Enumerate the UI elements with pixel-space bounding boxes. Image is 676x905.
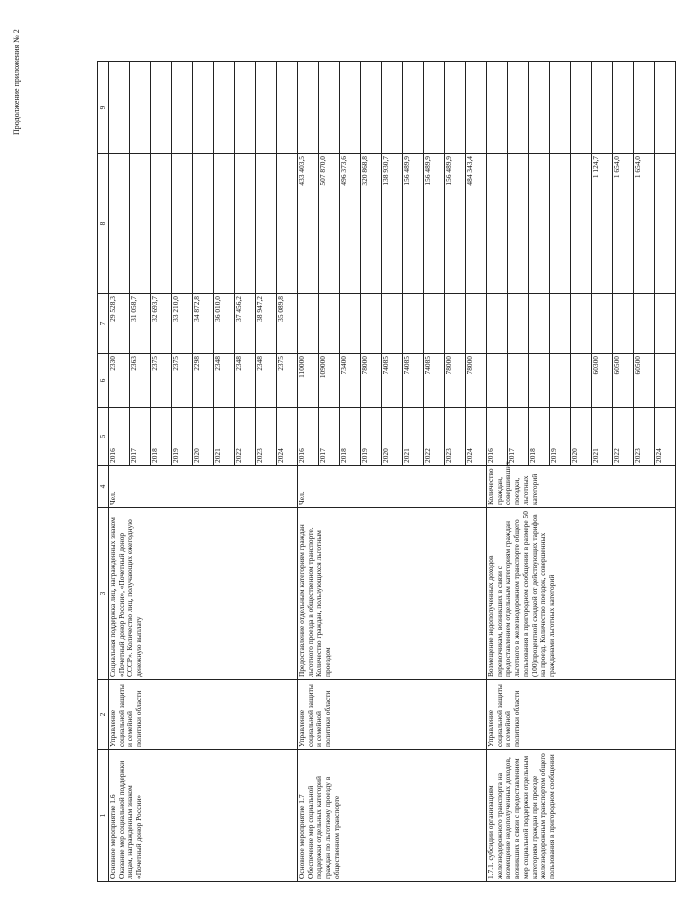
column-number-row (98, 62, 109, 882)
value-cell: 110000 (298, 354, 319, 408)
value-cell (319, 294, 340, 354)
value-cell: 2363 (130, 354, 151, 408)
empty-cell (655, 62, 676, 154)
value-cell (508, 154, 529, 294)
year-cell: 2022 (235, 408, 256, 466)
measure-cell: Основное мероприятие 1.7 Обеспечение мер социальной поддержки отдельных категорий граждан по льготному проезду в общественном транспорте (298, 750, 487, 882)
year-cell: 2017 (319, 408, 340, 466)
empty-cell (424, 62, 445, 154)
column-number: 9 (98, 62, 109, 154)
year-cell: 2024 (655, 408, 676, 466)
value-cell (298, 294, 319, 354)
value-cell: 35 089,8 (277, 294, 298, 354)
value-cell (550, 294, 571, 354)
column-number: 4 (98, 466, 109, 508)
value-cell (424, 294, 445, 354)
unit-cell: Чел. (298, 466, 487, 508)
year-cell: 2019 (361, 408, 382, 466)
value-cell (571, 154, 592, 294)
column-number: 6 (98, 354, 109, 408)
column-number: 5 (98, 408, 109, 466)
value-cell: 34 872,8 (193, 294, 214, 354)
measure-cell: Основное мероприятие 1.6 Оказание мер социальной поддержки лицам, награжденным знаком «Почетный донор России» (109, 750, 298, 882)
value-cell: 74085 (403, 354, 424, 408)
value-cell: 38 947,2 (256, 294, 277, 354)
year-cell: 2019 (550, 408, 571, 466)
value-cell: 1 654,0 (634, 154, 655, 294)
value-cell: 60500 (613, 354, 634, 408)
value-cell (529, 154, 550, 294)
value-cell (571, 294, 592, 354)
value-cell: 73400 (340, 354, 361, 408)
value-cell (529, 294, 550, 354)
column-number: 7 (98, 294, 109, 354)
executor-cell: Управление социальной защиты и семейной политики области (109, 680, 298, 750)
executor-cell: Управление социальной защиты и семейной политики области (487, 680, 676, 750)
unit-cell: Чел. (109, 466, 298, 508)
empty-cell (235, 62, 256, 154)
year-cell: 2016 (298, 408, 319, 466)
empty-cell (592, 62, 613, 154)
empty-cell (319, 62, 340, 154)
empty-cell (151, 62, 172, 154)
value-cell (382, 294, 403, 354)
year-cell: 2021 (403, 408, 424, 466)
year-cell: 2016 (487, 408, 508, 466)
value-cell: 36 010,0 (214, 294, 235, 354)
value-cell: 31 058,7 (130, 294, 151, 354)
empty-cell (109, 62, 130, 154)
value-cell (571, 354, 592, 408)
value-cell: 138 930,7 (382, 154, 403, 294)
value-cell: 2375 (172, 354, 193, 408)
indicator-cell: Возмещение недополученных доходов перевозчикам, возникших в связи с предоставлением отдельным категориям граждан льготного в железнодорожном транспорте общего пользования в пригородном сообщении в размере 50 (100)процентной скидкой от действующих тарифов на проезд. Количество поездок, совершенных гражданами льготных категорий (487, 508, 676, 680)
value-cell: 60300 (592, 354, 613, 408)
empty-cell (172, 62, 193, 154)
empty-cell (613, 62, 634, 154)
value-cell (130, 154, 151, 294)
year-cell: 2017 (130, 408, 151, 466)
value-cell: 433 403,5 (298, 154, 319, 294)
year-cell: 2023 (256, 408, 277, 466)
column-number: 8 (98, 154, 109, 294)
value-cell: 156 489,9 (445, 154, 466, 294)
year-cell: 2018 (151, 408, 172, 466)
value-cell (613, 294, 634, 354)
value-cell: 507 870,0 (319, 154, 340, 294)
value-cell (172, 154, 193, 294)
empty-cell (382, 62, 403, 154)
value-cell (550, 354, 571, 408)
table-row (298, 62, 319, 882)
value-cell: 74085 (424, 354, 445, 408)
year-cell: 2022 (424, 408, 445, 466)
value-cell (592, 294, 613, 354)
value-cell: 2298 (193, 354, 214, 408)
value-cell (361, 294, 382, 354)
empty-cell (298, 62, 319, 154)
table-body (109, 62, 676, 882)
year-cell: 2021 (214, 408, 235, 466)
value-cell: 33 210,0 (172, 294, 193, 354)
year-cell: 2023 (634, 408, 655, 466)
value-cell (487, 354, 508, 408)
empty-cell (550, 62, 571, 154)
value-cell: 2348 (214, 354, 235, 408)
value-cell: 484 343,4 (466, 154, 487, 294)
value-cell: 2348 (235, 354, 256, 408)
empty-cell (403, 62, 424, 154)
executor-cell: Управление социальной защиты и семейной политики области (298, 680, 487, 750)
empty-cell (571, 62, 592, 154)
value-cell (445, 294, 466, 354)
year-cell: 2024 (466, 408, 487, 466)
value-cell: 1 124,7 (592, 154, 613, 294)
year-cell: 2020 (193, 408, 214, 466)
value-cell: 29 528,3 (109, 294, 130, 354)
value-cell (214, 154, 235, 294)
value-cell: 156 489,9 (403, 154, 424, 294)
empty-cell (214, 62, 235, 154)
year-cell: 2016 (109, 408, 130, 466)
value-cell: 2375 (151, 354, 172, 408)
empty-cell (487, 62, 508, 154)
column-number: 1 (98, 750, 109, 882)
value-cell (529, 354, 550, 408)
indicator-cell: Социальная поддержка лиц, награжденных знаком «Почетный донор России», «Почетный донор СССР». Количество лиц, получающих ежегодную денежную выплату (109, 508, 298, 680)
value-cell (550, 154, 571, 294)
year-cell: 2018 (340, 408, 361, 466)
value-cell (508, 354, 529, 408)
value-cell (655, 354, 676, 408)
column-number: 2 (98, 680, 109, 750)
empty-cell (256, 62, 277, 154)
value-cell: 156 489,9 (424, 154, 445, 294)
value-cell: 78000 (445, 354, 466, 408)
value-cell (151, 154, 172, 294)
value-cell: 496 373,6 (340, 154, 361, 294)
value-cell (277, 154, 298, 294)
value-cell (487, 154, 508, 294)
value-cell (403, 294, 424, 354)
year-cell: 2020 (382, 408, 403, 466)
value-cell: 2375 (277, 354, 298, 408)
year-cell: 2024 (277, 408, 298, 466)
year-cell: 2017 (508, 408, 529, 466)
measure-cell: 1.7.1. субсидии организациям железнодорожного транспорта на возмещение недополученных доходов, возникших в связи с предоставлением мер социальной поддержки отдельным категориям граждан при проезде железнодорожным транспортом общего пользования в пригородном сообщении (487, 750, 676, 882)
value-cell: 2330 (109, 354, 130, 408)
value-cell: 109000 (319, 354, 340, 408)
value-cell (340, 294, 361, 354)
year-cell: 2018 (529, 408, 550, 466)
continuation-note: Продолжение приложения № 2 (12, 29, 21, 135)
value-cell: 1 654,0 (613, 154, 634, 294)
value-cell (256, 154, 277, 294)
value-cell (487, 294, 508, 354)
empty-cell (361, 62, 382, 154)
column-number: 3 (98, 508, 109, 680)
value-cell: 37 456,2 (235, 294, 256, 354)
value-cell: 2348 (256, 354, 277, 408)
indicator-cell: Предоставление отдельным категориям граждан льготного проезда в общественном транспорте. Количество граждан, пользующихся льготным проездом (298, 508, 487, 680)
year-cell: 2019 (172, 408, 193, 466)
value-cell (508, 294, 529, 354)
empty-cell (529, 62, 550, 154)
year-cell: 2023 (445, 408, 466, 466)
value-cell: 74085 (382, 354, 403, 408)
value-cell: 32 693,7 (151, 294, 172, 354)
unit-cell: Количество граждан, совершивших поездки, льготных категорий (487, 466, 676, 508)
year-cell: 2021 (592, 408, 613, 466)
empty-cell (445, 62, 466, 154)
value-cell (466, 294, 487, 354)
empty-cell (130, 62, 151, 154)
empty-cell (277, 62, 298, 154)
year-cell: 2022 (613, 408, 634, 466)
value-cell (235, 154, 256, 294)
value-cell (109, 154, 130, 294)
value-cell (655, 294, 676, 354)
value-cell: 78000 (361, 354, 382, 408)
value-cell: 60500 (634, 354, 655, 408)
empty-cell (193, 62, 214, 154)
empty-cell (508, 62, 529, 154)
program-table (97, 61, 676, 882)
table-row (109, 62, 130, 882)
table-row (487, 62, 508, 882)
year-cell: 2020 (571, 408, 592, 466)
value-cell (634, 294, 655, 354)
value-cell: 78000 (466, 354, 487, 408)
value-cell: 320 868,8 (361, 154, 382, 294)
value-cell (655, 154, 676, 294)
empty-cell (340, 62, 361, 154)
value-cell (193, 154, 214, 294)
empty-cell (466, 62, 487, 154)
empty-cell (634, 62, 655, 154)
